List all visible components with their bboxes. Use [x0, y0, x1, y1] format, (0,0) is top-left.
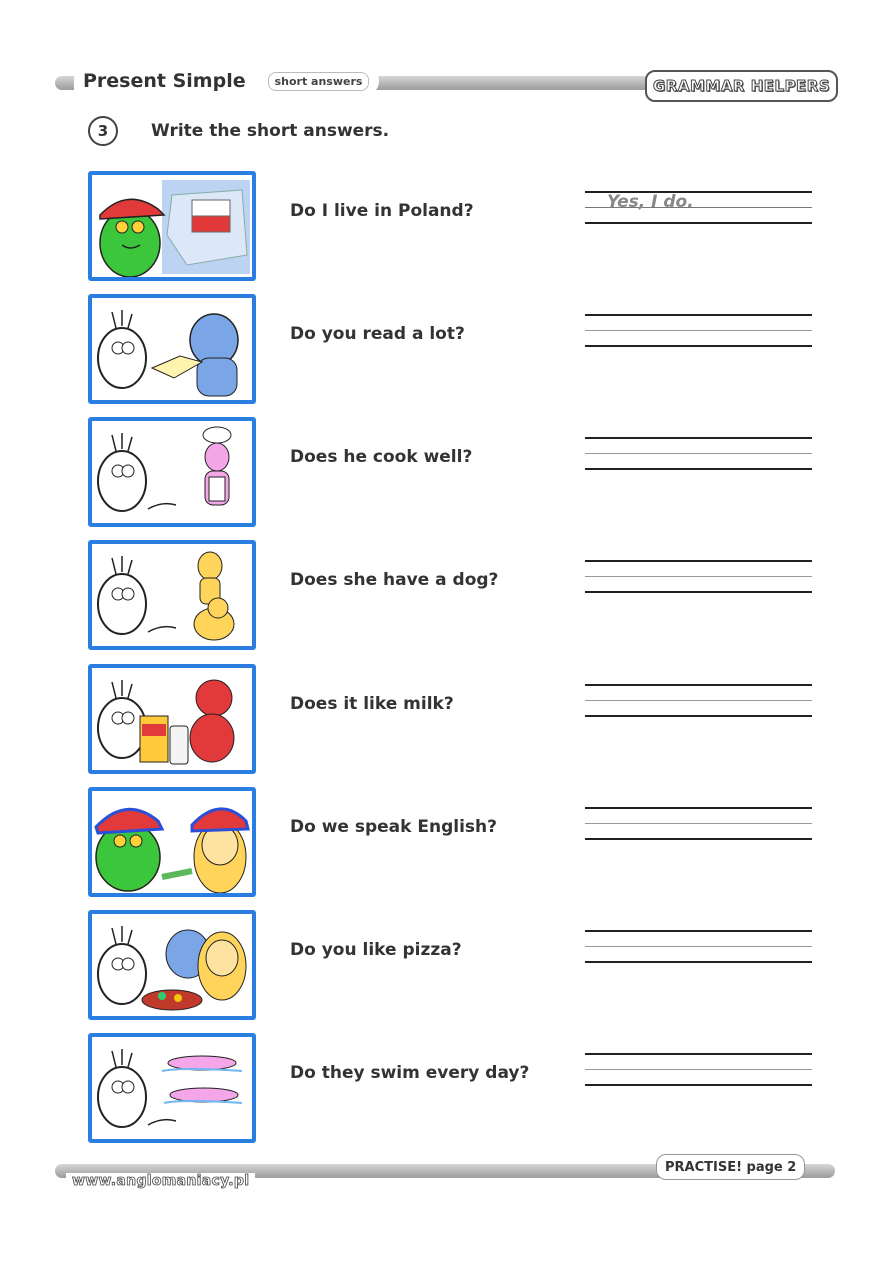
answer-line[interactable]: [585, 314, 812, 348]
reading-character-icon: [92, 298, 252, 400]
dragon-milk-icon: [92, 668, 252, 770]
brand-logo: GRAMMAR HELPERS: [645, 70, 838, 102]
exercise-row: [0, 1033, 893, 1147]
exercise-row: [0, 294, 893, 408]
girl-with-pet-icon: [92, 544, 252, 646]
exercise-instruction: Write the short answers.: [151, 121, 390, 141]
question-text: Do they swim every day?: [290, 1063, 530, 1083]
question-text: Does it like milk?: [290, 694, 454, 714]
illustration-pizza: [88, 910, 256, 1020]
poland-map-icon: [92, 175, 252, 277]
footer-website-link[interactable]: www.anglomaniacy.pl: [66, 1173, 255, 1189]
illustration-cook: [88, 417, 256, 527]
swimmers-icon: [92, 1037, 252, 1139]
pizza-friends-icon: [92, 914, 252, 1016]
answer-line[interactable]: [585, 930, 812, 964]
question-text: Do we speak English?: [290, 817, 497, 837]
illustration-reading: [88, 294, 256, 404]
answer-line[interactable]: [585, 191, 812, 225]
exercise-row: [0, 417, 893, 531]
exercise-row: [0, 787, 893, 901]
exercise-row: [0, 540, 893, 654]
illustration-english: [88, 787, 256, 897]
illustration-swim: [88, 1033, 256, 1143]
illustration-milk: [88, 664, 256, 774]
exercise-row: [0, 910, 893, 1024]
illustration-poland-map: [88, 171, 256, 281]
exercise-row: [0, 171, 893, 285]
example-answer: Yes, I do.: [607, 192, 694, 212]
exercise-number: 3: [88, 116, 118, 146]
two-friends-caps-icon: [92, 791, 252, 893]
answer-line[interactable]: [585, 437, 812, 471]
header-title: [74, 66, 379, 96]
answer-line[interactable]: [585, 560, 812, 594]
exercise-row: [0, 664, 893, 778]
answer-line[interactable]: [585, 684, 812, 718]
question-text: Do you like pizza?: [290, 940, 462, 960]
question-text: Do I live in Poland?: [290, 201, 474, 221]
page-subtitle: short answers: [268, 72, 370, 91]
page-title: Present Simple: [83, 70, 246, 92]
question-text: Do you read a lot?: [290, 324, 465, 344]
answer-line[interactable]: [585, 807, 812, 841]
illustration-dog: [88, 540, 256, 650]
question-text: Does she have a dog?: [290, 570, 499, 590]
footer-page-label: PRACTISE! page 2: [656, 1154, 805, 1180]
question-text: Does he cook well?: [290, 447, 473, 467]
answer-line[interactable]: [585, 1053, 812, 1087]
cook-character-icon: [92, 421, 252, 523]
